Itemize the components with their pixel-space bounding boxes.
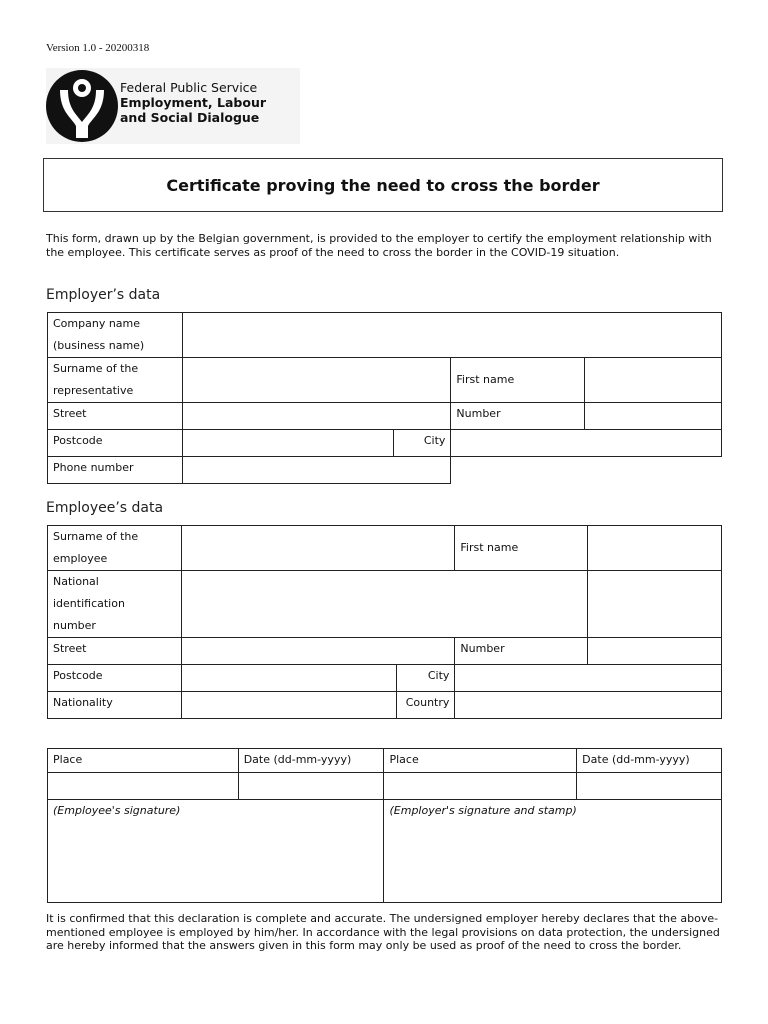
employer-phone-label: Phone number	[48, 457, 183, 484]
employee-firstname-field[interactable]	[588, 526, 722, 571]
logo-line-2: Employment, Labour	[120, 95, 267, 110]
company-name-label: Company name (business name)	[48, 313, 183, 358]
company-name-field[interactable]	[182, 313, 721, 358]
employee-firstname-label: First name	[455, 526, 588, 571]
employee-signature-label: (Employee's signature)	[53, 804, 181, 817]
national-id-extra	[588, 571, 722, 638]
signature-table	[47, 748, 722, 903]
empty-cell	[451, 457, 722, 484]
nationality-field[interactable]	[181, 692, 397, 719]
employee-street-field[interactable]	[181, 638, 455, 665]
representative-firstname-label: First name	[451, 358, 585, 403]
employee-surname-field[interactable]	[181, 526, 455, 571]
employee-table	[47, 525, 722, 719]
employer-postcode-label: Postcode	[48, 430, 183, 457]
version-label: Version 1.0 - 20200318	[46, 42, 150, 54]
representative-surname-field[interactable]	[182, 358, 451, 403]
employer-table	[47, 312, 722, 484]
intro-text: This form, drawn up by the Belgian government, is provided to the employer to certify the employment relationship with the employee. This certificate serves as proof of the need to cross the border in the COVID-19 situation.	[46, 232, 712, 259]
employer-number-field[interactable]	[585, 403, 722, 430]
representative-firstname-field[interactable]	[585, 358, 722, 403]
logo-line-3: and Social Dialogue	[120, 110, 260, 125]
employer-date-field[interactable]	[577, 773, 722, 800]
title-box	[43, 158, 723, 212]
employee-city-label: City	[397, 665, 455, 692]
employer-postcode-field[interactable]	[182, 430, 394, 457]
page-title: Certificate proving the need to cross the border	[166, 175, 600, 195]
employee-place-field[interactable]	[48, 773, 239, 800]
employer-city-label: City	[394, 430, 451, 457]
employee-signature-box[interactable]	[48, 800, 384, 903]
national-id-label: National identification number	[48, 571, 182, 638]
employee-heading: Employee’s data	[46, 500, 164, 516]
national-id-field[interactable]	[181, 571, 587, 638]
employee-street-label: Street	[48, 638, 182, 665]
employer-place-field[interactable]	[384, 773, 577, 800]
employee-date-label: Date (dd-mm-yyyy)	[238, 749, 384, 773]
employer-street-field[interactable]	[182, 403, 451, 430]
employer-street-label: Street	[48, 403, 183, 430]
employee-number-field[interactable]	[588, 638, 722, 665]
logo-line-1: Federal Public Service	[120, 80, 258, 95]
employer-signature-box[interactable]	[384, 800, 722, 903]
employee-postcode-field[interactable]	[181, 665, 397, 692]
employee-date-field[interactable]	[238, 773, 384, 800]
footer-declaration: It is confirmed that this declaration is complete and accurate. The undersigned employer hereby declares that the above-mentioned employee is employed by him/her. In accordance with the legal provisions on data protection, the undersigned are hereby informed that the answers given in this form may only be used as proof of the need to cross the border.	[46, 912, 720, 952]
employer-date-label: Date (dd-mm-yyyy)	[577, 749, 722, 773]
employer-signature-label: (Employer's signature and stamp)	[389, 804, 577, 817]
employer-city-field[interactable]	[451, 430, 722, 457]
country-label: Country	[397, 692, 455, 719]
employer-heading: Employer’s data	[46, 287, 161, 303]
employee-city-field[interactable]	[455, 665, 722, 692]
employee-surname-label: Surname of the employee	[48, 526, 182, 571]
country-field[interactable]	[455, 692, 722, 719]
employer-place-label: Place	[384, 749, 577, 773]
employee-postcode-label: Postcode	[48, 665, 182, 692]
representative-surname-label: Surname of the representative	[48, 358, 183, 403]
employee-place-label: Place	[48, 749, 239, 773]
nationality-label: Nationality	[48, 692, 182, 719]
employer-phone-field[interactable]	[182, 457, 451, 484]
employer-number-label: Number	[451, 403, 585, 430]
logo-text	[120, 80, 266, 125]
employee-number-label: Number	[455, 638, 588, 665]
